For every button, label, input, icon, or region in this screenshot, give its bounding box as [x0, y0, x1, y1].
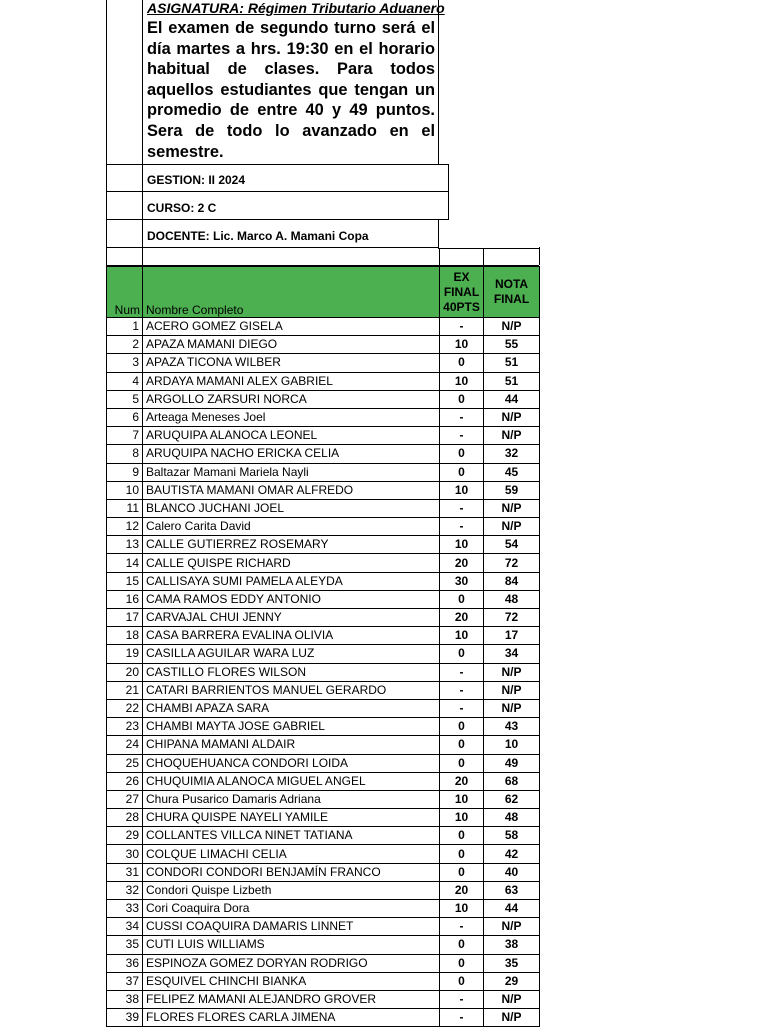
header-ex-line1: EX [453, 269, 470, 284]
table-row [107, 590, 540, 608]
docente-label: DOCENTE: Lic. Marco A. Mamani Copa [147, 229, 369, 243]
final-grade: 62 [484, 790, 540, 808]
row-num: 8 [107, 445, 143, 463]
student-name: FELIPEZ MAMANI ALEJANDRO GROVER [143, 990, 440, 1008]
table-row [107, 699, 540, 717]
exam-score: 10 [440, 627, 484, 645]
student-name: CALLE GUTIERREZ ROSEMARY [143, 536, 440, 554]
table-row [107, 990, 540, 1008]
final-grade: 68 [484, 772, 540, 790]
student-name: BAUTISTA MAMANI OMAR ALFREDO [143, 481, 440, 499]
table-row [107, 336, 540, 354]
final-grade: 51 [484, 354, 540, 372]
student-name: APAZA MAMANI DIEGO [143, 336, 440, 354]
final-grade: 54 [484, 536, 540, 554]
exam-score: 10 [440, 372, 484, 390]
table-row [107, 936, 540, 954]
table-row [107, 609, 540, 627]
student-name: CATARI BARRIENTOS MANUEL GERARDO [143, 681, 440, 699]
column-divider [142, 165, 143, 191]
table-row [107, 790, 540, 808]
final-grade: 32 [484, 445, 540, 463]
row-num: 11 [107, 499, 143, 517]
final-grade: N/P [484, 427, 540, 445]
column-divider [142, 248, 143, 265]
grades-table [106, 266, 540, 1027]
table-row [107, 954, 540, 972]
row-num: 14 [107, 554, 143, 572]
table-row [107, 427, 540, 445]
student-name: ESPINOZA GOMEZ DORYAN RODRIGO [143, 954, 440, 972]
row-num: 28 [107, 809, 143, 827]
header-name: Nombre Completo [143, 267, 440, 318]
row-num: 31 [107, 863, 143, 881]
final-grade: 40 [484, 863, 540, 881]
table-row [107, 663, 540, 681]
final-grade: 48 [484, 809, 540, 827]
exam-score: 0 [440, 827, 484, 845]
exam-score: 10 [440, 481, 484, 499]
row-num: 24 [107, 736, 143, 754]
row-num: 35 [107, 936, 143, 954]
student-name: CASTILLO FLORES WILSON [143, 663, 440, 681]
exam-score: - [440, 918, 484, 936]
student-name: ACERO GOMEZ GISELA [143, 318, 440, 336]
column-divider [142, 220, 143, 247]
exam-score: 10 [440, 336, 484, 354]
student-name: ESQUIVEL CHINCHI BIANKA [143, 972, 440, 990]
final-grade: 29 [484, 972, 540, 990]
table-row [107, 772, 540, 790]
student-name: CALLE QUISPE RICHARD [143, 554, 440, 572]
exam-score: 10 [440, 809, 484, 827]
student-name: CUSSI COAQUIRA DAMARIS LINNET [143, 918, 440, 936]
student-name: CHAMBI MAYTA JOSE GABRIEL [143, 718, 440, 736]
final-grade: N/P [484, 518, 540, 536]
exam-score: 30 [440, 572, 484, 590]
final-grade: 42 [484, 845, 540, 863]
student-name: CASA BARRERA EVALINA OLIVIA [143, 627, 440, 645]
final-grade: 49 [484, 754, 540, 772]
exam-score: 0 [440, 590, 484, 608]
table-row [107, 354, 540, 372]
row-num: 13 [107, 536, 143, 554]
row-num: 19 [107, 645, 143, 663]
final-grade: N/P [484, 1009, 540, 1027]
row-num: 3 [107, 354, 143, 372]
final-grade: 10 [484, 736, 540, 754]
student-name: CUTI LUIS WILLIAMS [143, 936, 440, 954]
row-num: 36 [107, 954, 143, 972]
final-grade: 34 [484, 645, 540, 663]
row-num: 10 [107, 481, 143, 499]
table-row [107, 827, 540, 845]
exam-score: 20 [440, 609, 484, 627]
column-divider [539, 247, 540, 265]
table-row [107, 627, 540, 645]
final-grade: 35 [484, 954, 540, 972]
header-nota-line1: NOTA [494, 277, 529, 291]
final-grade: 58 [484, 827, 540, 845]
student-name: CHUQUIMIA ALANOCA MIGUEL ANGEL [143, 772, 440, 790]
header-nota-final [484, 267, 540, 318]
student-name: ARUQUIPA NACHO ERICKA CELIA [143, 445, 440, 463]
exam-score: - [440, 699, 484, 717]
student-name: APAZA TICONA WILBER [143, 354, 440, 372]
table-row [107, 1009, 540, 1027]
table-row [107, 736, 540, 754]
final-grade: N/P [484, 699, 540, 717]
student-name: ARDAYA MAMANI ALEX GABRIEL [143, 372, 440, 390]
table-row [107, 372, 540, 390]
row-num: 26 [107, 772, 143, 790]
header-num: Num [107, 267, 143, 318]
row-num: 18 [107, 627, 143, 645]
row-num: 27 [107, 790, 143, 808]
student-name: CAMA RAMOS EDDY ANTONIO [143, 590, 440, 608]
final-grade: N/P [484, 918, 540, 936]
table-row [107, 881, 540, 899]
final-grade: 44 [484, 390, 540, 408]
row-num: 32 [107, 881, 143, 899]
final-grade: N/P [484, 663, 540, 681]
row-num: 6 [107, 408, 143, 426]
header-ex-line3: 40PTS [443, 299, 480, 314]
student-name: Arteaga Meneses Joel [143, 408, 440, 426]
exam-score: 0 [440, 754, 484, 772]
table-row [107, 845, 540, 863]
table-row [107, 754, 540, 772]
final-grade: N/P [484, 408, 540, 426]
row-num: 34 [107, 918, 143, 936]
table-row [107, 645, 540, 663]
column-divider [142, 0, 143, 164]
final-grade: 55 [484, 336, 540, 354]
table-row [107, 972, 540, 990]
exam-score: 20 [440, 881, 484, 899]
exam-notice: El examen de segundo turno será el día martes a hrs. 19:30 en el horario habitual de clases. Para todos aquellos estudiantes que tengan un promedio de entre 40 y 49 puntos. Sera de todo lo avanzado en el semestre. [147, 19, 435, 161]
exam-score: - [440, 408, 484, 426]
gestion-label: GESTION: II 2024 [147, 173, 246, 187]
table-row [107, 481, 540, 499]
student-name: Cori Coaquira Dora [143, 900, 440, 918]
table-row [107, 554, 540, 572]
final-grade: 63 [484, 881, 540, 899]
exam-score: - [440, 1009, 484, 1027]
table-row [107, 445, 540, 463]
header-ex-final [440, 267, 484, 318]
table-body [107, 318, 540, 1027]
student-name: Chura Pusarico Damaris Adriana [143, 790, 440, 808]
final-grade: N/P [484, 990, 540, 1008]
column-divider [439, 248, 440, 265]
exam-score: 20 [440, 554, 484, 572]
row-num: 4 [107, 372, 143, 390]
student-name: CHOQUEHUANCA CONDORI LOIDA [143, 754, 440, 772]
exam-score: 0 [440, 863, 484, 881]
table-row [107, 318, 540, 336]
exam-score: 10 [440, 536, 484, 554]
docente-row [106, 220, 439, 248]
row-num: 12 [107, 518, 143, 536]
final-grade: 72 [484, 554, 540, 572]
exam-score: 0 [440, 390, 484, 408]
student-name: ARGOLLO ZARSURI NORCA [143, 390, 440, 408]
student-name: CHIPANA MAMANI ALDAIR [143, 736, 440, 754]
final-grade: N/P [484, 499, 540, 517]
student-name: COLQUE LIMACHI CELIA [143, 845, 440, 863]
final-grade: 48 [484, 590, 540, 608]
header-ex-line2: FINAL [443, 284, 480, 299]
row-num: 9 [107, 463, 143, 481]
table-row [107, 390, 540, 408]
exam-score: 0 [440, 445, 484, 463]
table-row [107, 718, 540, 736]
row-num: 21 [107, 681, 143, 699]
final-grade: 43 [484, 718, 540, 736]
final-grade: 38 [484, 936, 540, 954]
exam-score: 10 [440, 790, 484, 808]
row-num: 38 [107, 990, 143, 1008]
final-grade: N/P [484, 681, 540, 699]
final-grade: 17 [484, 627, 540, 645]
row-num: 39 [107, 1009, 143, 1027]
exam-score: 0 [440, 463, 484, 481]
subject-title: ASIGNATURA: Régimen Tributario Aduanero [147, 0, 445, 16]
row-num: 25 [107, 754, 143, 772]
table-row [107, 900, 540, 918]
exam-score: 0 [440, 972, 484, 990]
table-row [107, 918, 540, 936]
row-num: 16 [107, 590, 143, 608]
student-name: COLLANTES VILLCA NINET TATIANA [143, 827, 440, 845]
student-name: CASILLA AGUILAR WARA LUZ [143, 645, 440, 663]
row-num: 17 [107, 609, 143, 627]
table-row [107, 499, 540, 517]
student-name: ARUQUIPA ALANOCA LEONEL [143, 427, 440, 445]
row-num: 2 [107, 336, 143, 354]
row-num: 1 [107, 318, 143, 336]
final-grade: 84 [484, 572, 540, 590]
student-name: BLANCO JUCHANI JOEL [143, 499, 440, 517]
table-header-row [107, 267, 540, 318]
table-row [107, 536, 540, 554]
table-row [107, 863, 540, 881]
student-name: CONDORI CONDORI BENJAMÍN FRANCO [143, 863, 440, 881]
row-num: 20 [107, 663, 143, 681]
exam-score: - [440, 681, 484, 699]
row-num: 29 [107, 827, 143, 845]
column-divider [142, 192, 143, 219]
row-num: 7 [107, 427, 143, 445]
column-divider [483, 248, 484, 265]
exam-score: 0 [440, 936, 484, 954]
table-row [107, 408, 540, 426]
final-grade: 59 [484, 481, 540, 499]
final-grade: 51 [484, 372, 540, 390]
student-name: CALLISAYA SUMI PAMELA ALEYDA [143, 572, 440, 590]
table-row [107, 572, 540, 590]
table-row [107, 809, 540, 827]
blank-row [106, 248, 539, 266]
final-grade: 45 [484, 463, 540, 481]
student-name: CARVAJAL CHUI JENNY [143, 609, 440, 627]
student-name: Calero Carita David [143, 518, 440, 536]
final-grade: 44 [484, 900, 540, 918]
student-name: Condori Quispe Lizbeth [143, 881, 440, 899]
exam-score: 0 [440, 954, 484, 972]
row-num: 15 [107, 572, 143, 590]
exam-score: - [440, 427, 484, 445]
row-num: 37 [107, 972, 143, 990]
student-name: Baltazar Mamani Mariela Nayli [143, 463, 440, 481]
exam-score: 0 [440, 736, 484, 754]
student-name: CHAMBI APAZA SARA [143, 699, 440, 717]
final-grade: 72 [484, 609, 540, 627]
curso-row [106, 192, 449, 220]
final-grade: N/P [484, 318, 540, 336]
exam-score: - [440, 499, 484, 517]
row-num: 30 [107, 845, 143, 863]
exam-score: - [440, 990, 484, 1008]
header-block [106, 0, 445, 164]
table-row [107, 463, 540, 481]
exam-score: 0 [440, 645, 484, 663]
student-name: CHURA QUISPE NAYELI YAMILE [143, 809, 440, 827]
student-name: FLORES FLORES CARLA JIMENA [143, 1009, 440, 1027]
exam-score: - [440, 663, 484, 681]
exam-score: 20 [440, 772, 484, 790]
row-num: 33 [107, 900, 143, 918]
header-nota-line2: FINAL [493, 292, 530, 306]
table-row [107, 518, 540, 536]
exam-score: - [440, 318, 484, 336]
curso-label: CURSO: 2 C [147, 201, 217, 215]
row-num: 23 [107, 718, 143, 736]
exam-score: - [440, 518, 484, 536]
exam-score: 10 [440, 900, 484, 918]
exam-score: 0 [440, 845, 484, 863]
table-row [107, 681, 540, 699]
row-num: 5 [107, 390, 143, 408]
exam-score: 0 [440, 718, 484, 736]
gestion-row [106, 164, 449, 192]
row-num: 22 [107, 699, 143, 717]
exam-score: 0 [440, 354, 484, 372]
